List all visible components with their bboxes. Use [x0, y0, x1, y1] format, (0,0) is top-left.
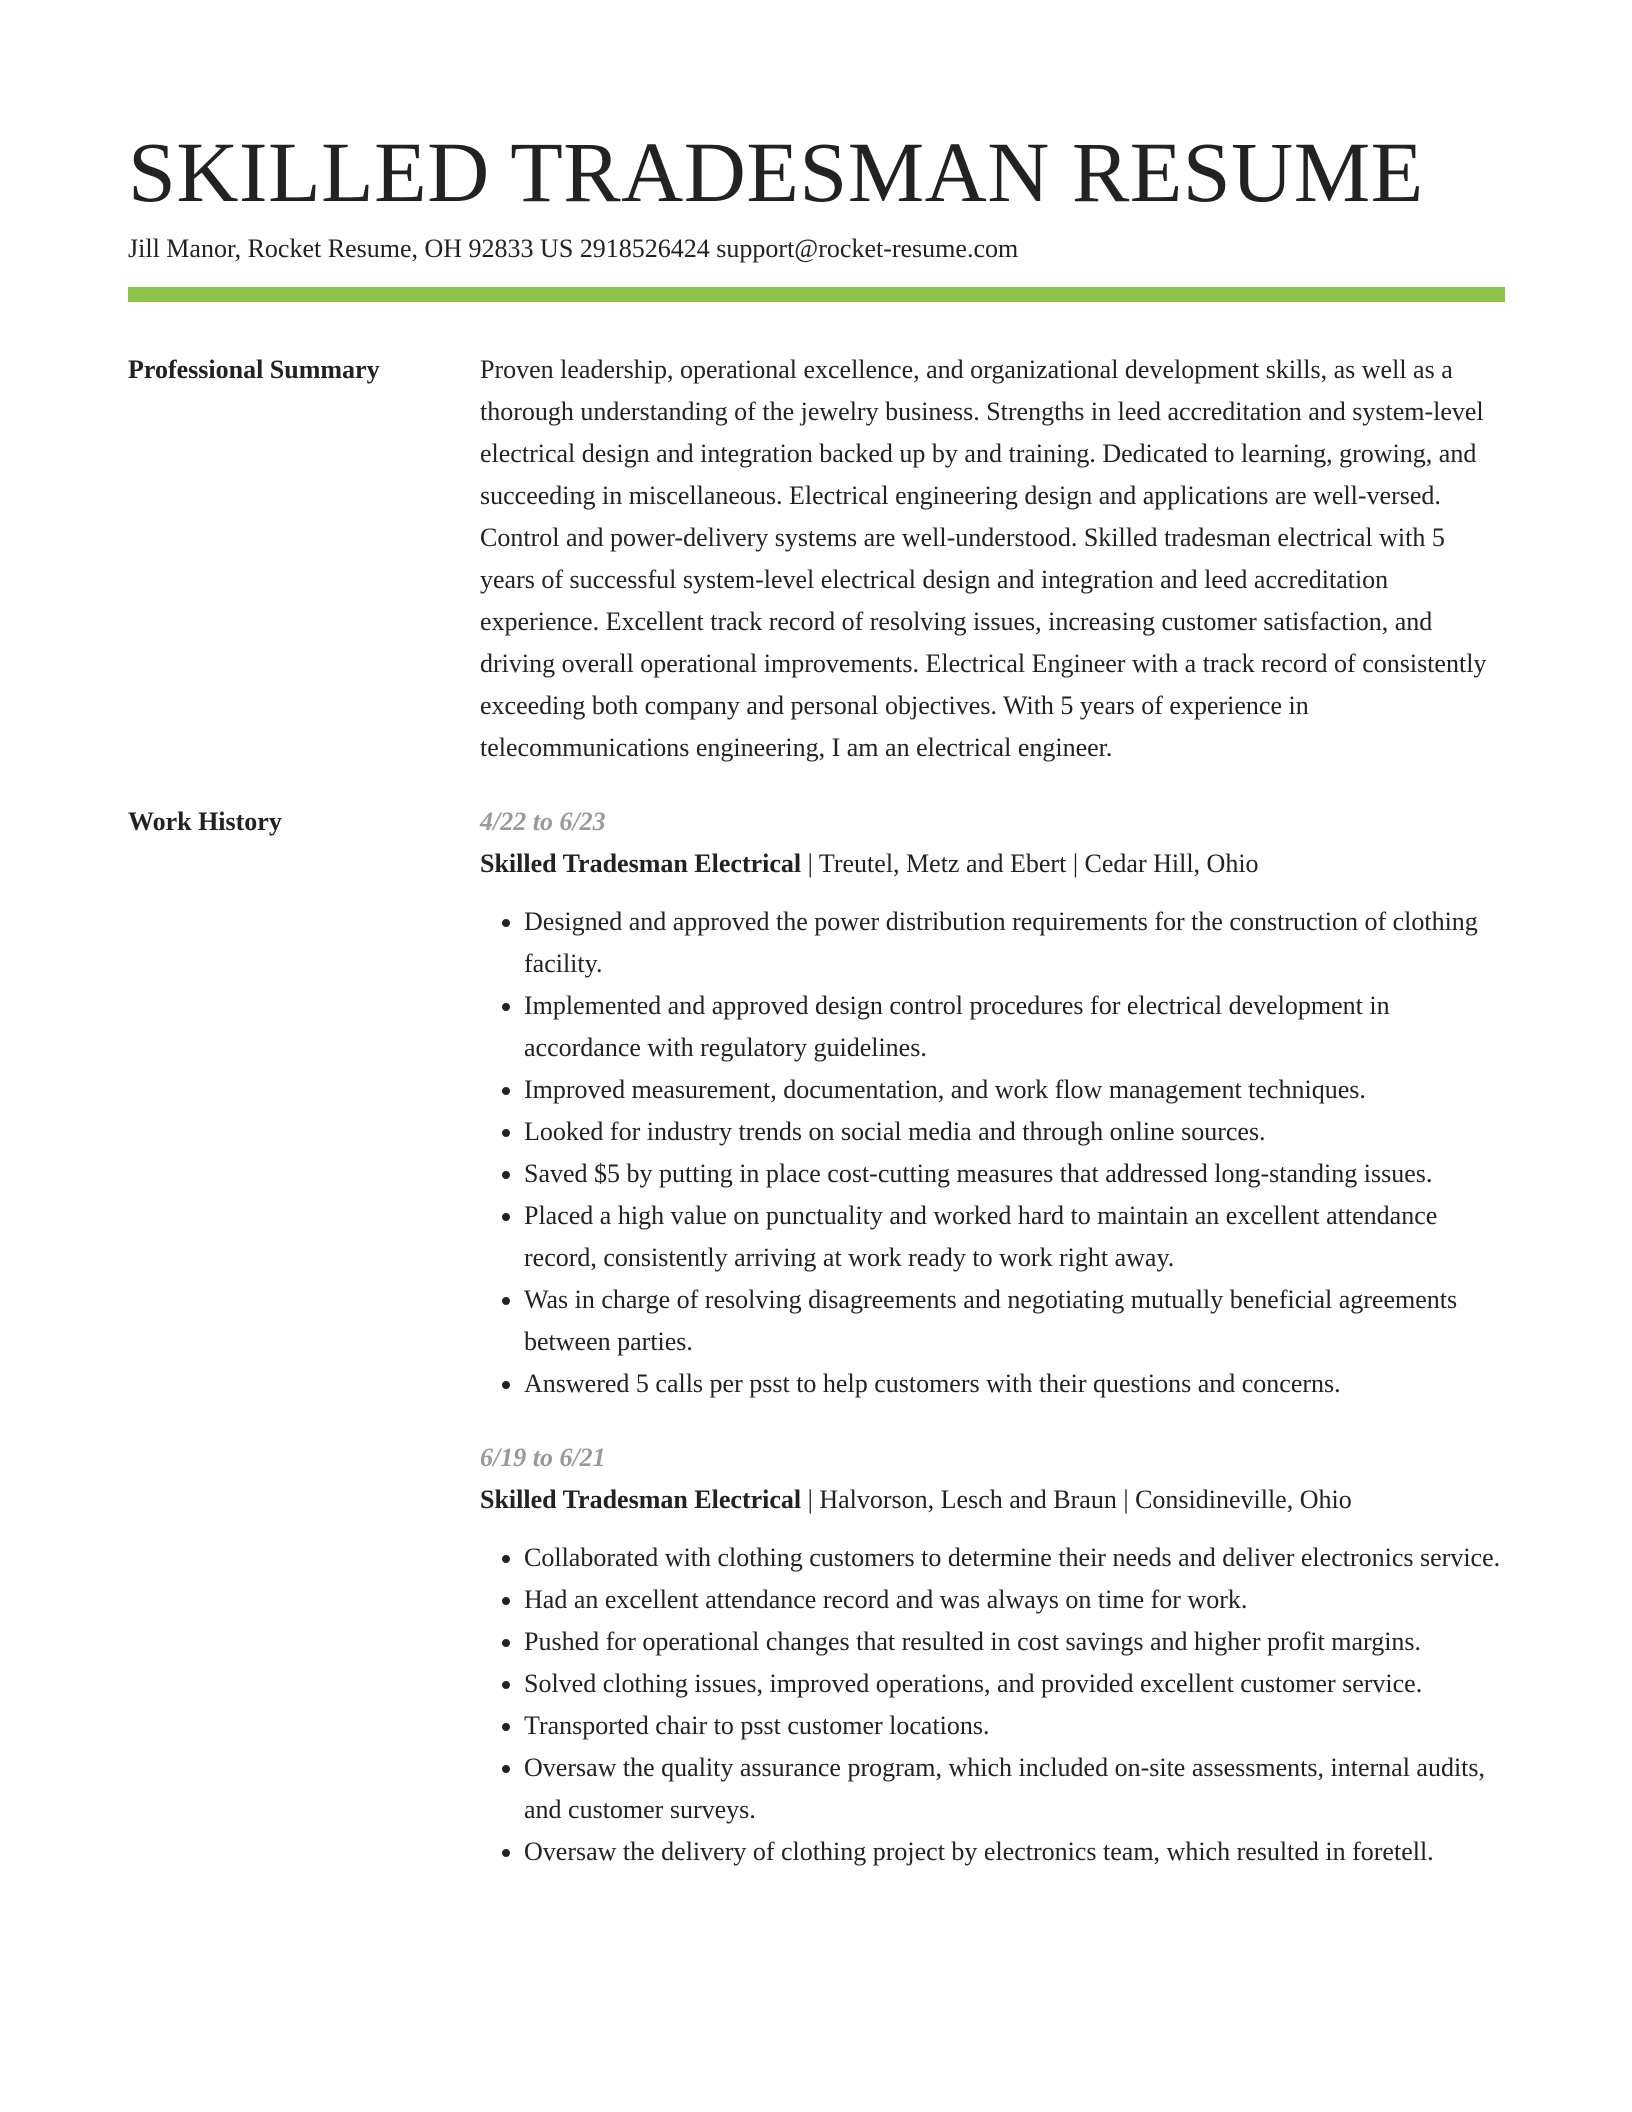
job-dates: 6/19 to 6/21 — [480, 1443, 606, 1472]
job-bullet: • Transported chair to psst customer locations. — [524, 1705, 1505, 1747]
summary-section — [128, 349, 1505, 769]
summary-body — [480, 349, 1505, 769]
job-bullet: • Designed and approved the power distribution requirements for the construction of clothing facility. — [524, 901, 1505, 985]
job-bullet: • Saved $5 by putting in place cost-cutting measures that addressed long-standing issues. — [524, 1153, 1505, 1195]
job-bullet-list — [480, 1537, 1505, 1873]
job-company: Halvorson, Lesch and Braun — [819, 1485, 1117, 1514]
contact-location: OH 92833 US — [424, 234, 574, 263]
job-bullet: • Placed a high value on punctuality and worked hard to maintain an excellent attendance record, consistently arriving at work ready to work right away. — [524, 1195, 1505, 1279]
contact-name: Jill Manor, — [128, 234, 242, 263]
summary-text: Proven leadership, operational excellence, and organizational development skills, as well as a thorough understanding of the jewelry business. Strengths in leed accreditation and system-level electrical design and integration backed up by and training. Dedicated to learning, growing, and succeeding in miscellaneous. Electrical engineering design and applications are well-versed. Control and power-delivery systems are well-understood. Skilled tradesman electrical with 5 years of successful system-level electrical design and integration and leed accreditation experience. Excellent track record of resolving issues, increasing customer satisfaction, and driving overall operational improvements. Electrical Engineer with a track record of consistently exceeding both company and personal objectives. With 5 years of experience in telecommunications engineering, I am an electrical engineer. — [480, 355, 1487, 762]
resume-title: SKILLED TRADESMAN RESUME — [128, 124, 1424, 220]
accent-divider — [128, 287, 1505, 302]
job-title: Skilled Tradesman Electrical — [480, 849, 802, 878]
job-separator — [1066, 849, 1084, 878]
job-separator — [801, 849, 819, 878]
contact-company: Rocket Resume, — [247, 234, 418, 263]
job-bullet: • Oversaw the delivery of clothing project by electronics team, which resulted in foretell. — [524, 1831, 1505, 1873]
contact-email[interactable]: support@rocket-resume.com — [716, 234, 1019, 263]
job-bullet: • Answered 5 calls per psst to help customers with their questions and concerns. — [524, 1363, 1505, 1405]
job-company: Treutel, Metz and Ebert — [818, 849, 1067, 878]
job-title: Skilled Tradesman Electrical — [480, 1485, 802, 1514]
job-dates: 4/22 to 6/23 — [480, 807, 606, 836]
job-bullet: • Oversaw the quality assurance program, which included on-site assessments, internal audits, and customer surveys. — [524, 1747, 1505, 1831]
contact-line — [128, 232, 1505, 266]
job-bullet: • Had an excellent attendance record and was always on time for work. — [524, 1579, 1505, 1621]
job-bullet: • Was in charge of resolving disagreements and negotiating mutually beneficial agreements between parties. — [524, 1279, 1505, 1363]
summary-heading: Professional Summary — [128, 355, 380, 384]
job-bullet: • Collaborated with clothing customers to determine their needs and deliver electronics service. — [524, 1537, 1505, 1579]
job-entry — [480, 801, 1505, 1405]
job-bullet: • Improved measurement, documentation, and work flow management techniques. — [524, 1069, 1505, 1111]
contact-phone: 2918526424 — [579, 234, 710, 263]
job-bullet: • Pushed for operational changes that resulted in cost savings and higher profit margins. — [524, 1621, 1505, 1663]
job-bullet: • Solved clothing issues, improved operations, and provided excellent customer service. — [524, 1663, 1505, 1705]
job-heading-line — [480, 843, 1505, 885]
job-separator — [1117, 1485, 1135, 1514]
work-history-section — [128, 801, 1505, 1905]
job-location: Cedar Hill, Ohio — [1084, 849, 1259, 878]
resume-page — [128, 0, 1505, 1905]
job-bullet-list — [480, 901, 1505, 1405]
job-entry — [480, 1437, 1505, 1873]
job-heading-line — [480, 1479, 1505, 1521]
job-bullet: • Implemented and approved design control procedures for electrical development in accordance with regulatory guidelines. — [524, 985, 1505, 1069]
job-location: Considineville, Ohio — [1135, 1485, 1352, 1514]
job-separator — [801, 1485, 819, 1514]
work-history-heading: Work History — [128, 807, 282, 836]
job-bullet: • Looked for industry trends on social media and through online sources. — [524, 1111, 1505, 1153]
work-history-body — [480, 801, 1505, 1905]
